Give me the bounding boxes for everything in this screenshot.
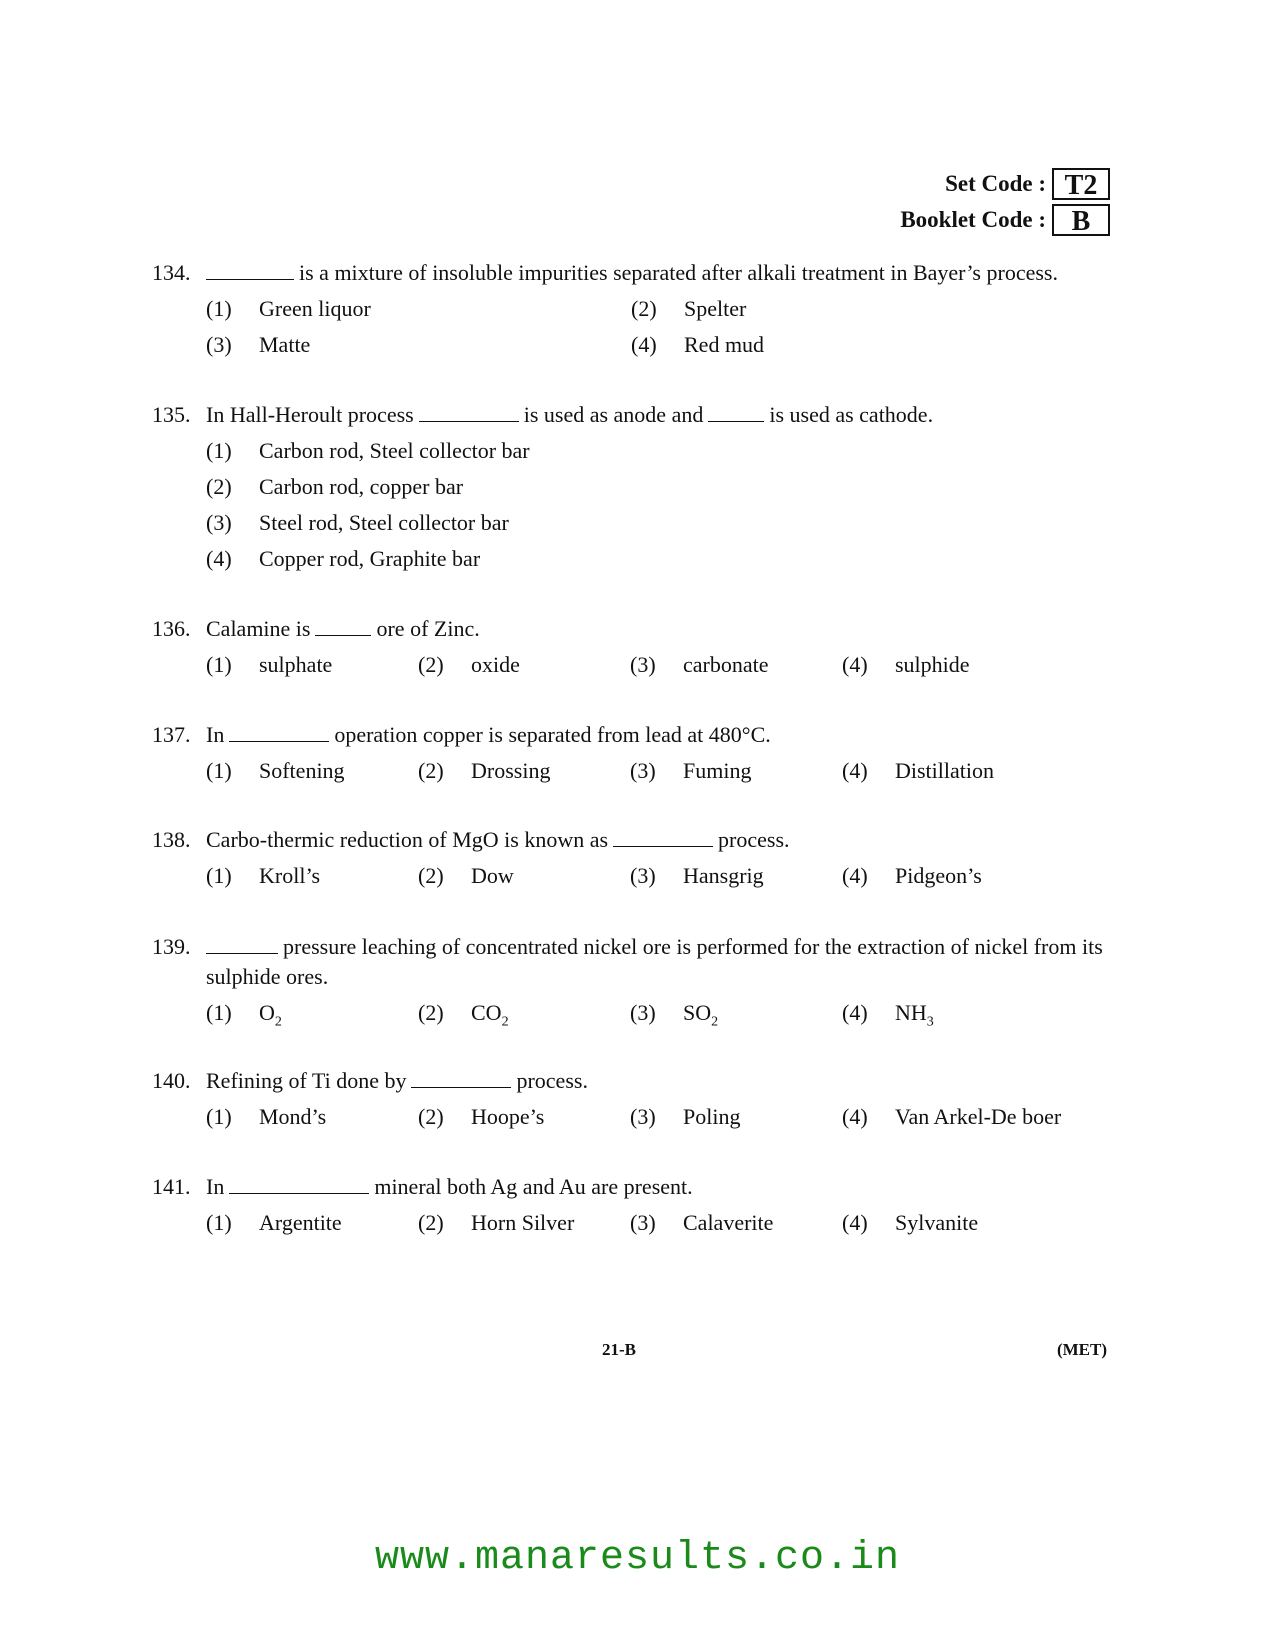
option-4 bbox=[631, 330, 1056, 360]
blank bbox=[613, 828, 713, 847]
blank bbox=[206, 935, 278, 954]
option-2 bbox=[418, 861, 630, 891]
option-4 bbox=[206, 544, 1112, 574]
option-text: sulphide bbox=[895, 652, 970, 677]
question-136 bbox=[152, 614, 1112, 680]
option-3 bbox=[630, 650, 842, 680]
option-4 bbox=[842, 998, 1102, 1037]
option-number: (3) bbox=[630, 652, 656, 677]
question-stem bbox=[152, 614, 1112, 644]
booklet-code-label: Booklet Code : bbox=[900, 207, 1046, 232]
question-text: process. bbox=[718, 827, 790, 852]
option-number: (2) bbox=[631, 296, 657, 321]
option-text: Distillation bbox=[895, 758, 994, 783]
option-text: Pidgeon’s bbox=[895, 863, 982, 888]
option-text: Fuming bbox=[683, 758, 752, 783]
option-4 bbox=[842, 1208, 1102, 1238]
booklet-code-value: B bbox=[1052, 204, 1110, 236]
option-text: Sylvanite bbox=[895, 1210, 979, 1235]
options bbox=[206, 436, 1112, 574]
option-text: Kroll’s bbox=[259, 863, 321, 888]
blank bbox=[229, 1175, 369, 1194]
option-number: (2) bbox=[418, 1210, 444, 1235]
option-3 bbox=[630, 998, 842, 1037]
option-2 bbox=[631, 294, 1056, 324]
question-text: Refining of Ti done by bbox=[206, 1068, 407, 1093]
question-number: 139. bbox=[152, 934, 191, 959]
option-text: Steel rod, Steel collector bar bbox=[259, 510, 509, 535]
option-text: Copper rod, Graphite bar bbox=[259, 546, 481, 571]
option-text: Mond’s bbox=[259, 1104, 327, 1129]
question-stem bbox=[152, 720, 1112, 750]
option-text: sulphate bbox=[259, 652, 333, 677]
question-number: 138. bbox=[152, 827, 191, 852]
option-number: (1) bbox=[206, 758, 232, 783]
option-3 bbox=[206, 330, 631, 360]
option-text: carbonate bbox=[683, 652, 769, 677]
option-text: $O_2$ bbox=[259, 1000, 282, 1030]
option-text: Green liquor bbox=[259, 296, 371, 321]
blank bbox=[419, 403, 519, 422]
options bbox=[206, 998, 1112, 1037]
question-number: 136. bbox=[152, 616, 191, 641]
options bbox=[206, 756, 1112, 786]
option-number: (1) bbox=[206, 296, 232, 321]
option-number: (2) bbox=[206, 474, 232, 499]
options bbox=[206, 1102, 1112, 1132]
option-4 bbox=[842, 861, 1102, 891]
option-2 bbox=[418, 756, 630, 786]
question-stem bbox=[152, 825, 1112, 855]
option-number: (1) bbox=[206, 1000, 232, 1025]
option-number: (2) bbox=[418, 652, 444, 677]
option-2 bbox=[206, 472, 1112, 502]
question-text: is used as anode and bbox=[523, 402, 704, 427]
option-4 bbox=[842, 756, 1102, 786]
option-number: (4) bbox=[631, 332, 657, 357]
option-number: (1) bbox=[206, 863, 232, 888]
option-text: $SO_2$ bbox=[683, 1000, 719, 1030]
question-140 bbox=[152, 1066, 1112, 1132]
options bbox=[206, 294, 1112, 360]
question-text: ore of Zinc. bbox=[376, 616, 480, 641]
option-text: Van Arkel-De boer bbox=[895, 1104, 1062, 1129]
set-code-value: T2 bbox=[1052, 168, 1110, 200]
option-1 bbox=[206, 756, 418, 786]
blank bbox=[708, 403, 764, 422]
blank bbox=[229, 723, 329, 742]
set-code-row bbox=[900, 168, 1110, 200]
option-number: (1) bbox=[206, 1104, 232, 1129]
option-number: (1) bbox=[206, 438, 232, 463]
question-number: 140. bbox=[152, 1068, 191, 1093]
option-text: Horn Silver bbox=[471, 1210, 575, 1235]
website-watermark: www.manaresults.co.in bbox=[374, 1536, 901, 1581]
option-number: (3) bbox=[630, 758, 656, 783]
option-text: Spelter bbox=[684, 296, 747, 321]
option-number: (2) bbox=[418, 1104, 444, 1129]
option-number: (3) bbox=[630, 1210, 656, 1235]
option-text: Argentite bbox=[259, 1210, 342, 1235]
question-text: is used as cathode. bbox=[769, 402, 934, 427]
question-text: pressure leaching of concentrated nickel ore is performed for the extraction of nickel from its sulphide ores. bbox=[206, 934, 1103, 989]
question-number: 135. bbox=[152, 402, 191, 427]
question-138 bbox=[152, 825, 1112, 891]
option-2 bbox=[418, 650, 630, 680]
option-3 bbox=[630, 756, 842, 786]
option-number: (1) bbox=[206, 652, 232, 677]
option-text: Dow bbox=[471, 863, 514, 888]
options bbox=[206, 650, 1112, 680]
option-1 bbox=[206, 1102, 418, 1132]
question-text: In bbox=[206, 722, 225, 747]
option-1 bbox=[206, 294, 631, 324]
question-stem bbox=[152, 258, 1112, 288]
blank bbox=[206, 261, 294, 280]
question-text: process. bbox=[516, 1068, 588, 1093]
option-number: (4) bbox=[842, 863, 868, 888]
option-number: (1) bbox=[206, 1210, 232, 1235]
option-text: oxide bbox=[471, 652, 520, 677]
options bbox=[206, 861, 1112, 891]
option-2 bbox=[418, 998, 630, 1037]
question-stem bbox=[152, 400, 1112, 430]
option-2 bbox=[418, 1102, 630, 1132]
option-text: Hoope’s bbox=[471, 1104, 545, 1129]
option-number: (4) bbox=[206, 546, 232, 571]
option-text: $NH_3$ bbox=[895, 1000, 934, 1030]
option-1 bbox=[206, 650, 418, 680]
question-135 bbox=[152, 400, 1112, 580]
question-139 bbox=[152, 932, 1112, 1037]
option-text: Drossing bbox=[471, 758, 551, 783]
set-code-label: Set Code : bbox=[945, 171, 1046, 196]
option-number: (4) bbox=[842, 1210, 868, 1235]
option-text: $CO_2$ bbox=[471, 1000, 509, 1030]
option-3 bbox=[630, 1208, 842, 1238]
option-4 bbox=[842, 650, 1102, 680]
option-number: (2) bbox=[418, 863, 444, 888]
option-number: (2) bbox=[418, 758, 444, 783]
option-1 bbox=[206, 1208, 418, 1238]
option-text: Carbon rod, Steel collector bar bbox=[259, 438, 530, 463]
option-number: (2) bbox=[418, 1000, 444, 1025]
option-number: (3) bbox=[206, 332, 232, 357]
options bbox=[206, 1208, 1112, 1238]
option-text: Calaverite bbox=[683, 1210, 774, 1235]
option-1 bbox=[206, 998, 418, 1037]
blank bbox=[315, 617, 371, 636]
question-text: In Hall-Heroult process bbox=[206, 402, 414, 427]
option-1 bbox=[206, 436, 1112, 466]
question-text: mineral both Ag and Au are present. bbox=[374, 1174, 693, 1199]
option-text: Hansgrig bbox=[683, 863, 764, 888]
option-number: (4) bbox=[842, 652, 868, 677]
option-number: (4) bbox=[842, 1104, 868, 1129]
question-stem bbox=[152, 932, 1112, 992]
question-text: operation copper is separated from lead at 480°C. bbox=[334, 722, 771, 747]
subject-code: (MET) bbox=[1056, 1340, 1107, 1359]
option-text: Carbon rod, copper bar bbox=[259, 474, 464, 499]
option-number: (4) bbox=[842, 1000, 868, 1025]
option-3 bbox=[206, 508, 1112, 538]
option-text: Matte bbox=[259, 332, 311, 357]
booklet-code-row bbox=[900, 204, 1110, 236]
question-stem bbox=[152, 1066, 1112, 1096]
question-number: 137. bbox=[152, 722, 191, 747]
option-text: Poling bbox=[683, 1104, 741, 1129]
question-137 bbox=[152, 720, 1112, 786]
question-text: In bbox=[206, 1174, 225, 1199]
option-4 bbox=[842, 1102, 1102, 1132]
option-1 bbox=[206, 861, 418, 891]
option-number: (3) bbox=[206, 510, 232, 535]
option-2 bbox=[418, 1208, 630, 1238]
question-text: Calamine is bbox=[206, 616, 311, 641]
question-text: is a mixture of insoluble impurities separated after alkali treatment in Bayer’s process. bbox=[299, 260, 1058, 285]
question-number: 134. bbox=[152, 260, 191, 285]
question-number: 141. bbox=[152, 1174, 191, 1199]
option-3 bbox=[630, 1102, 842, 1132]
question-text: Carbo-thermic reduction of MgO is known as bbox=[206, 827, 609, 852]
codes-block bbox=[900, 168, 1110, 240]
page-number: 21-B bbox=[602, 1340, 636, 1359]
option-text: Softening bbox=[259, 758, 345, 783]
option-number: (3) bbox=[630, 863, 656, 888]
option-3 bbox=[630, 861, 842, 891]
option-number: (4) bbox=[842, 758, 868, 783]
option-text: Red mud bbox=[684, 332, 765, 357]
option-number: (3) bbox=[630, 1000, 656, 1025]
blank bbox=[411, 1069, 511, 1088]
question-134 bbox=[152, 258, 1112, 360]
question-stem bbox=[152, 1172, 1112, 1202]
question-141 bbox=[152, 1172, 1112, 1238]
option-number: (3) bbox=[630, 1104, 656, 1129]
